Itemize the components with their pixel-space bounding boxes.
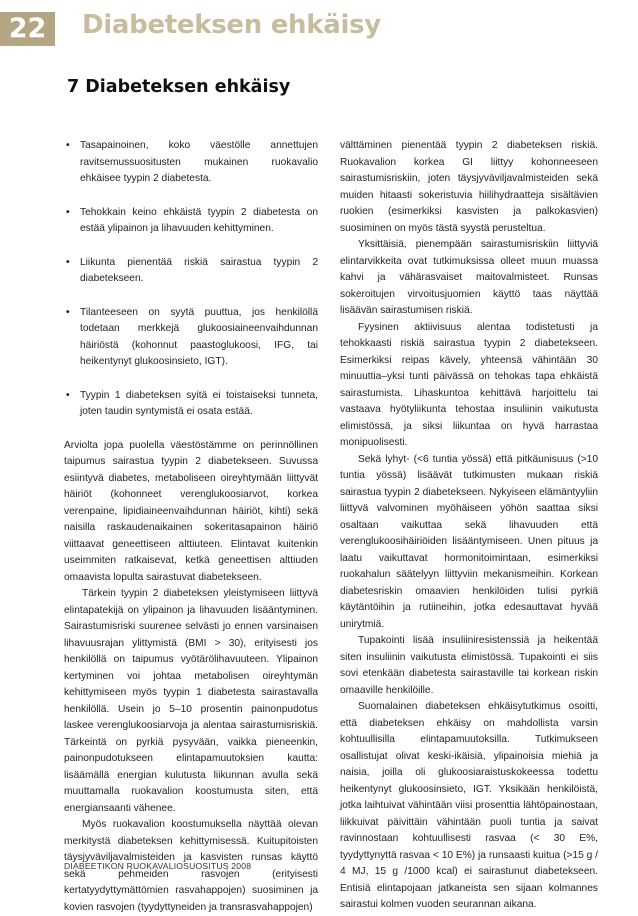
left-column xyxy=(64,138,318,916)
summary-bullet-list xyxy=(64,138,318,421)
bullet-icon: • xyxy=(66,206,70,218)
body-paragraph: Sekä lyhyt- (<6 tuntia yössä) että pitkäunisuus (>10 tuntia yössä) lisäävät tutkimusten mukaan riskiä sairastua tyypin 2 diabetekseen. Nykyiseen elämäntyyliin liittyvä valvominen myöhäiseen yöhön saattaa siksi osaltaan vaikuttaa sekä lihavuuden että verenglukoosihäiriöiden lisääntymiseen. Unen pituus ja laatu vaikuttavat hormonitoimintaan, esimerkiksi ruokahalun säätelyyn liittyviin mekanismeihin. Korkean diabetesriskin omaavien henkilöiden tulisi pyrkiä käytäntöihin ja rutiineihin, jotka edesauttavat hyvää unirytmiä. xyxy=(340,453,598,630)
body-paragraph: Fyysinen aktiivisuus alentaa todistetusti ja tehokkaasti riskiä sairastua tyypin 2 diabetekseen. Esimerkiksi reipas kävely, yhteensä vähintään 30 minuuttia–yksi tunti päivässä on tehokas tapa ehkäistä sairastumista. Lihaskuntoa kehittävä harjoittelu tai vastaava hyötyliikunta tehostaa insuliinin vaikutusta elimistössä, ja siksi liikuntaa on hyvä harrastaa monipuolisesti. xyxy=(340,321,598,448)
bullet-text: Tyypin 1 diabeteksen syitä ei toistaiseksi tunneta, joten taudin syntymistä ei osata estää. xyxy=(80,389,318,417)
bullet-text: Tasapainoinen, koko väestölle annettujen ravitsemussuositusten mukainen ruokavalio ehkäisee tyypin 2 diabetesta. xyxy=(80,140,318,184)
bullet-text: Tehokkain keino ehkäistä tyypin 2 diabetesta on estää ylipainon ja lihavuuden kehittyminen. xyxy=(80,206,318,234)
body-paragraph: Arviolta jopa puolella väestöstämme on perinnöllinen taipumus sairastua tyypin 2 diabetekseen. Suvussa esiintyvä diabetes, metaboliseen oireyhtymään liittyvät häiriöt (kohonneet verenglukoosiarvot, korkea verenpaine, lipidiaineenvaihdunnan häiriöt, kihti) sekä naisilla raskaudenaikainen sokeritasapainon häiriö viittaavat geneettiseen alttiuteen. Elintavat kuitenkin useimmiten ratkaisevat, ketkä geneettisen alttiuden omaavista lopulta sairastuvat diabetekseen. xyxy=(64,439,318,583)
body-paragraph: Yksittäisiä, pienempään sairastumisriskiin liittyviä elintarvikkeita ovat tutkimuksissa olleet muun muassa kahvi ja vähärasvaiset maitovalmisteet. Runsas sokeroitujen virvoitusjuomien käyttö taas näyttää lisäävän sairastumisen riskiä. xyxy=(340,239,598,316)
body-paragraph: Myös ruokavalion koostumuksella näyttää olevan merkitystä diabeteksen kehittymisessä. Kuitupitoisten täysjyväviljavalmisteiden ja kasvisten runsas käyttö sekä pehmeiden rasvojen (erityisesti kertatyydyttymättömien rasvahappojen) suosiminen ja kovien rasvojen (tyydyttyneiden ja transrasvahappojen) xyxy=(64,819,318,913)
right-column xyxy=(340,138,598,914)
body-paragraph: välttäminen pienentää tyypin 2 diabeteksen riskiä. Ruokavalion korkea GI liittyy kohonneeseen sairastumisriskiin, joten täysjyväviljavalmisteiden sekä muiden hitaasti sokeristuvia hiilihydraatteja sisältävien ruokien (esimerkiksi kasvisten ja palkokasvien) suosiminen on myös tästä syystä perusteltua. xyxy=(340,140,598,234)
bullet-item xyxy=(64,388,318,421)
bullet-icon: • xyxy=(66,256,70,268)
bullet-item xyxy=(64,305,318,371)
section-title: 7 Diabeteksen ehkäisy xyxy=(67,77,291,97)
body-paragraph: Tärkein tyypin 2 diabeteksen yleistymiseen liittyvä elintapatekijä on ylipainon ja lihavuuden lisääntyminen. Sairastumisriski suurenee selvästi jo ennen varsinaisen lihavuusrajan ylittymistä (BMI > 30), erityisesti jos henkilöllä on taipumus vyötärölihavuuteen. Ylipainon kertyminen voi johtaa metabolisen oireyhtymän kehittymiseen myös tyypin 1 diabetesta sairastavalla henkilöllä. Usein jo 5–10 prosentin painonpudotus laskee verenglukoosiarvoja ja alentaa sairastumisriskiä. Tärkeintä on pyrkiä pysyvään, vaikka pieneenkin, painonpudotukseen elintapamuutoksien kautta: lisäämällä energian kulutusta liikunnan avulla sekä muuttamalla ruokavalion koostumusta siten, että energiansaanti vähenee. xyxy=(64,588,318,814)
page-number: 22 xyxy=(0,12,55,46)
bullet-text: Tilanteeseen on syytä puuttua, jos henkilöllä todetaan merkkejä glukoosiaineenvaihdunnan häiriöstä (kohonnut paastoglukoosi, IFG, tai heikentynyt glukoosinsieto, IGT). xyxy=(80,306,318,367)
body-paragraph: Tupakointi lisää insuliiniresistenssiä ja heikentää siten insuliinin vaikutusta elimistössä. Tupakointi ei siis sovi etenkään diabetesta sairastaville tai korkean riskin omaaville henkilöille. xyxy=(340,635,598,696)
bullet-icon: • xyxy=(66,140,70,151)
bullet-icon: • xyxy=(66,306,70,318)
bullet-item xyxy=(64,138,318,188)
page-footer: DIABEETIKON RUOKAVALIOSUOSITUS 2008 xyxy=(64,861,252,871)
bullet-text: Liikunta pienentää riskiä sairastua tyypin 2 diabetekseen. xyxy=(80,256,318,284)
bullet-item xyxy=(64,205,318,238)
running-title: Diabeteksen ehkäisy xyxy=(82,10,381,40)
bullet-item xyxy=(64,255,318,288)
body-paragraph: Suomalainen diabeteksen ehkäisytutkimus osoitti, että diabeteksen ehkäisy on mahdollista varsin kohtuullisilla elintapamuutoksilla. Tutkimukseen osallistujat olivat keski-ikäisiä, ylipainoisia miehiä ja naisia, joilla oli glukoosiaraistuskokeessa todettu heikentynyt glukoosinsieto, IGT. Yksikään henkilöistä, jotka laihtuivat vähintään viisi prosenttia lähtöpainostaan, liikkuivat päivittäin vähintään puoli tuntia ja saivat ravinnostaan kohtuullisesti rasvaa (< 30 E%, tyydyttynyttä rasvaa < 10 E%) ja runsaasti kuitua (>15 g / 4 MJ, 15 g /1000 kcal) ei sairastunut diabetekseen. Entisiä elintapojaan jatkaneista sen sijaan kolmannes sairastui kolmen vuoden seurannan aikana. xyxy=(340,701,598,910)
bullet-icon: • xyxy=(66,389,70,401)
